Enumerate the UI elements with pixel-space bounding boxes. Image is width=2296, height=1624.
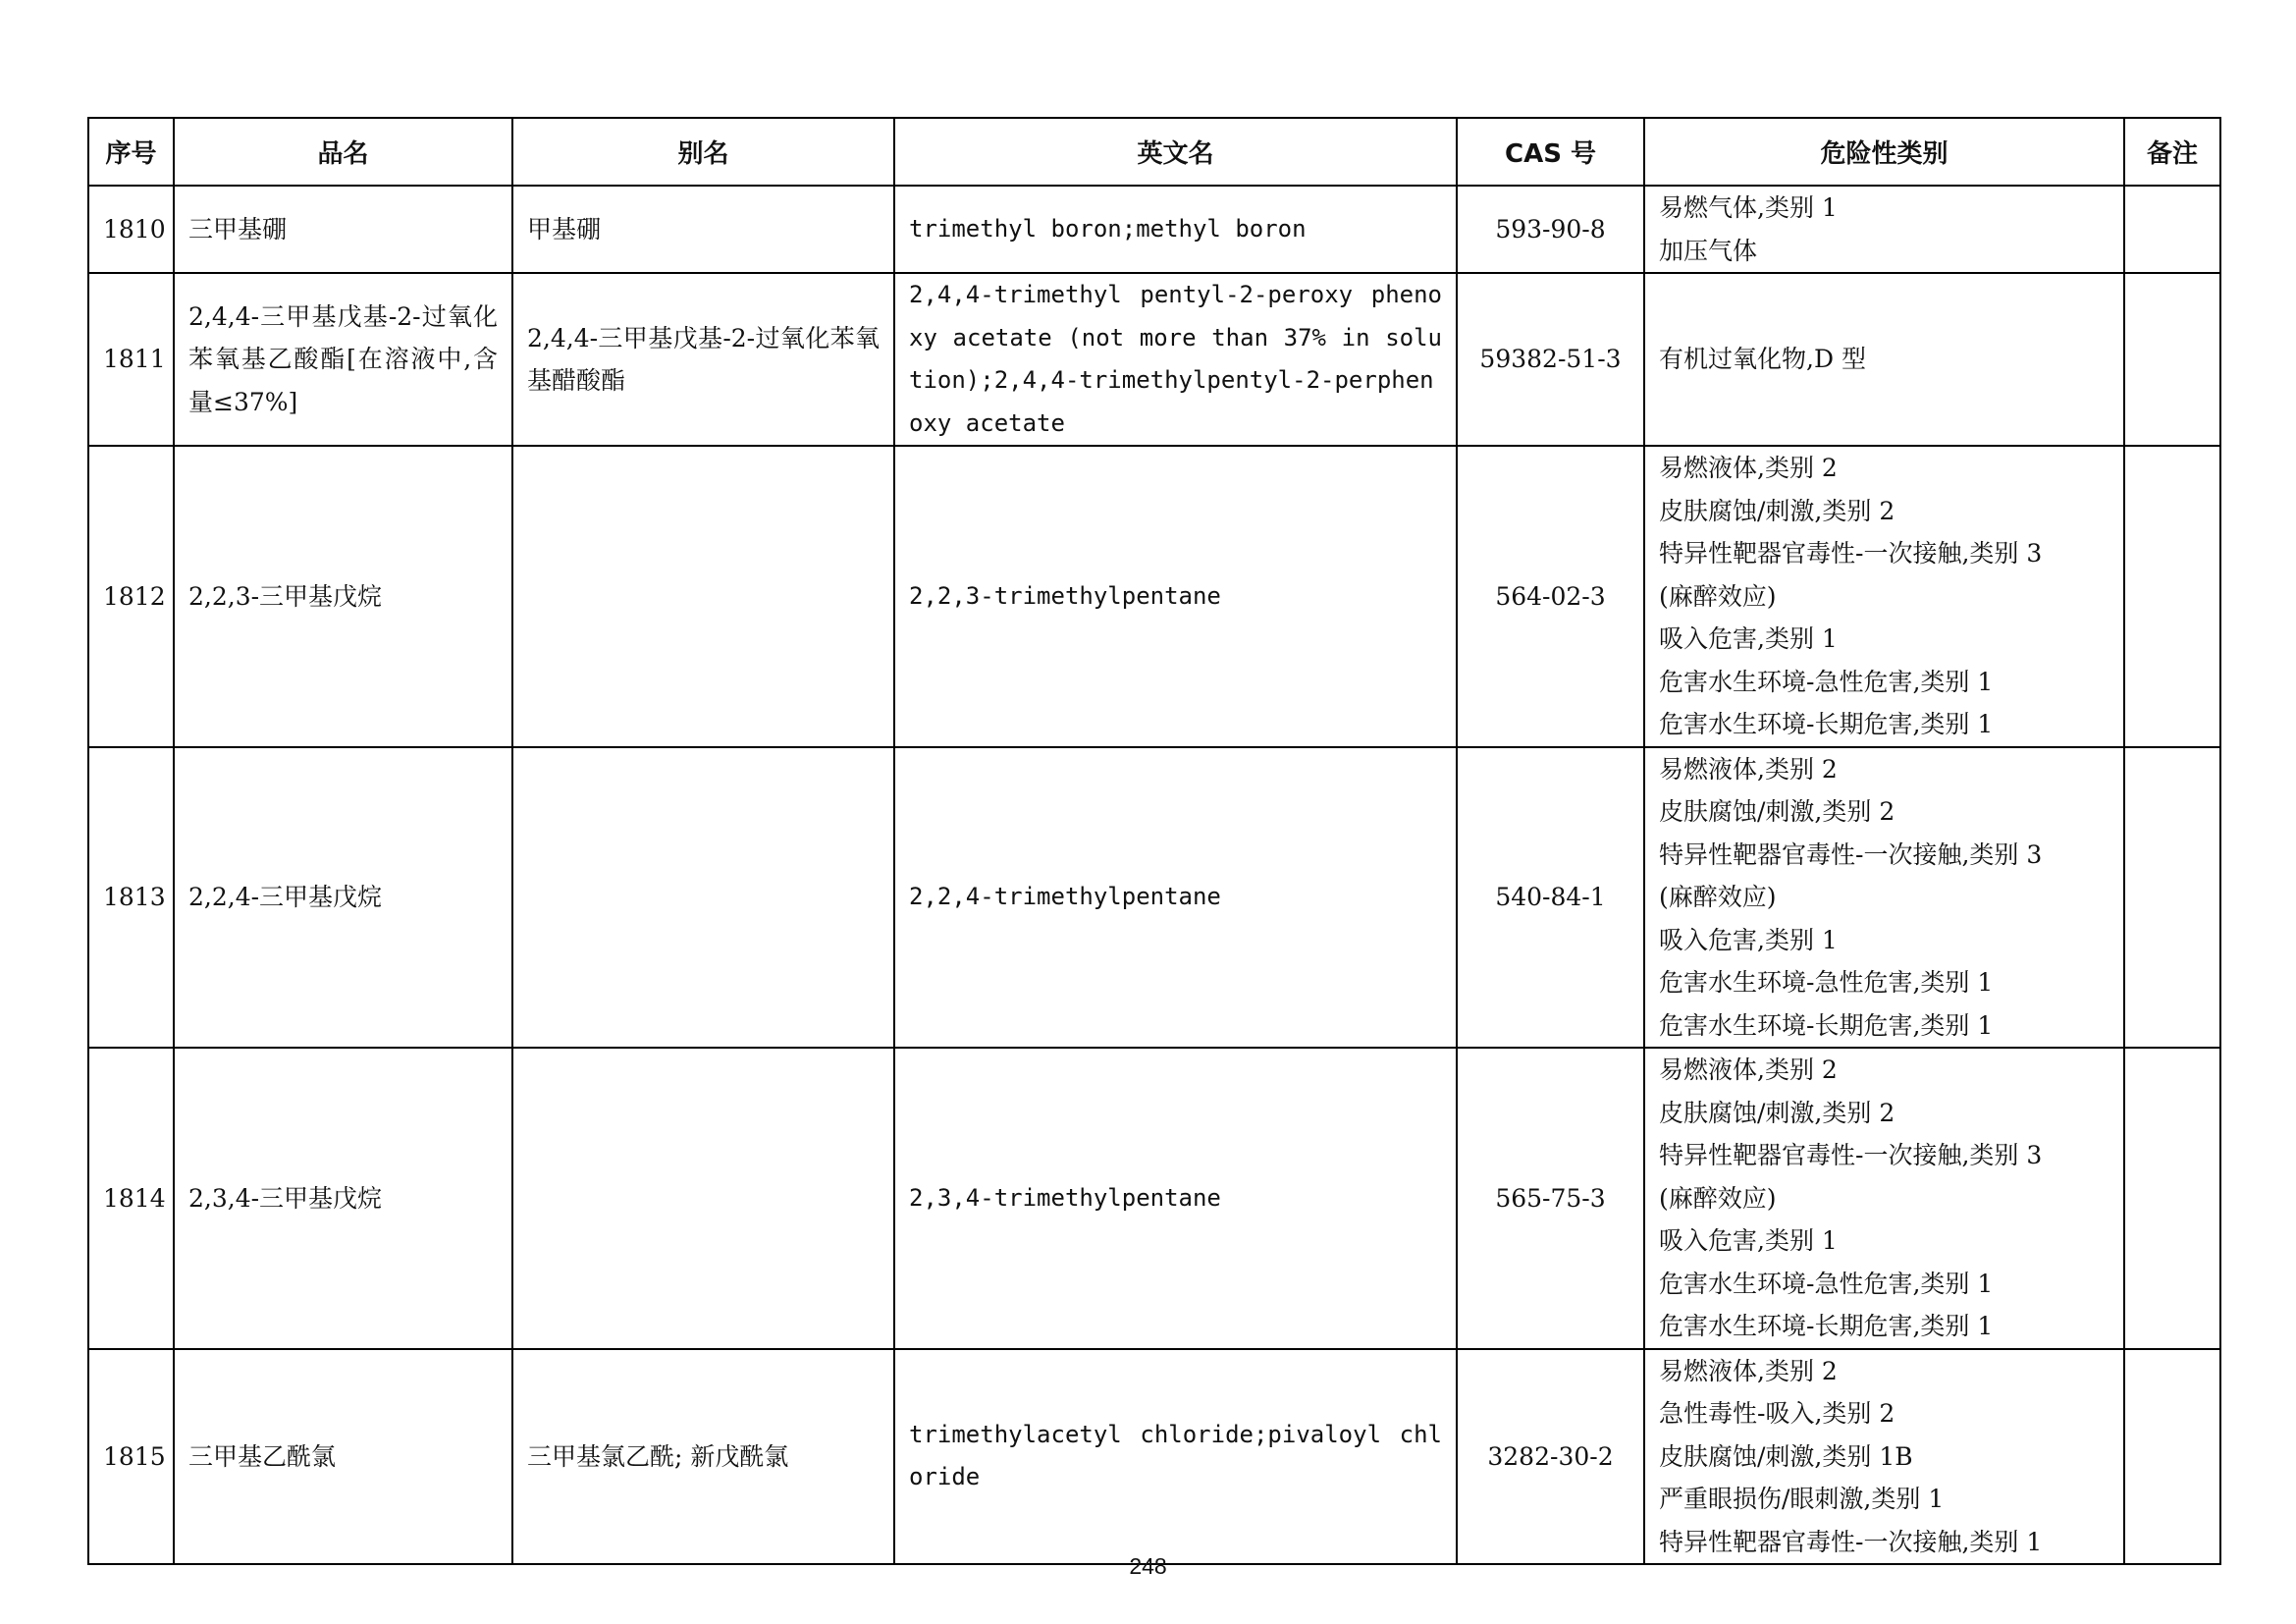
hazard-item: 吸入危害,类别 1 xyxy=(1659,624,1838,653)
cas-text: 564-02-3 xyxy=(1495,581,1606,611)
cell-alias xyxy=(512,1048,894,1349)
hazard-item: 危害水生环境-长期危害,类别 1 xyxy=(1659,1312,1994,1340)
hazard-item: 危害水生环境-急性危害,类别 1 xyxy=(1659,667,1994,696)
cell-note xyxy=(2124,747,2220,1049)
hazard-list xyxy=(1645,187,2123,272)
header-name: 品名 xyxy=(174,118,512,186)
cell-hazard xyxy=(1644,273,2124,446)
hazard-item: 易燃液体,类别 2 xyxy=(1659,454,1838,482)
cell-note xyxy=(2124,1349,2220,1565)
cell-seq xyxy=(88,747,174,1049)
cas-text: 565-75-3 xyxy=(1495,1183,1606,1213)
cell-seq xyxy=(88,273,174,446)
hazard-item: 急性毒性-吸入,类别 2 xyxy=(1659,1399,1896,1428)
name-text: 2,3,4-三甲基戊烷 xyxy=(188,1183,383,1213)
hazard-item: 吸入危害,类别 1 xyxy=(1659,925,1838,954)
seq-text: 1811 xyxy=(103,345,166,374)
alias-text: 甲基硼 xyxy=(527,214,602,244)
cell-english xyxy=(894,1349,1457,1565)
name-text: 三甲基乙酰氯 xyxy=(188,1441,337,1471)
hazard-item: 皮肤腐蚀/刺激,类别 2 xyxy=(1659,797,1896,826)
table-row xyxy=(88,186,2220,273)
cell-cas xyxy=(1457,273,1644,446)
english-text: trimethylacetyl chloride;pivaloyl chloride xyxy=(909,1420,1442,1491)
cell-cas xyxy=(1457,1048,1644,1349)
hazard-list xyxy=(1645,748,2123,1048)
table-body xyxy=(88,186,2220,1564)
seq-text: 1814 xyxy=(103,1183,166,1213)
page-number: 248 xyxy=(1129,1553,1167,1579)
hazard-item: 皮肤腐蚀/刺激,类别 1B xyxy=(1659,1441,1913,1471)
english-text: trimethyl boron;methyl boron xyxy=(909,214,1307,243)
cell-hazard xyxy=(1644,1048,2124,1349)
hazardous-chemicals-table xyxy=(87,117,2221,1565)
cell-cas xyxy=(1457,186,1644,273)
alias-text: 2,4,4-三甲基戊基-2-过氧化苯氧基醋酸酯 xyxy=(527,323,880,395)
english-text: 2,2,3-trimethylpentane xyxy=(909,581,1221,610)
hazard-item: 特异性靶器官毒性-一次接触,类别 3 xyxy=(1659,1141,2043,1169)
header-english: 英文名 xyxy=(894,118,1457,186)
cell-alias xyxy=(512,446,894,747)
header-alias: 别名 xyxy=(512,118,894,186)
hazard-item: 易燃气体,类别 1 xyxy=(1659,193,1838,222)
cas-text: 593-90-8 xyxy=(1495,214,1606,244)
hazard-item: (麻醉效应) xyxy=(1659,883,1777,911)
hazard-item: 特异性靶器官毒性-一次接触,类别 3 xyxy=(1659,539,2043,568)
hazard-item: 吸入危害,类别 1 xyxy=(1659,1226,1838,1255)
cell-hazard xyxy=(1644,747,2124,1049)
seq-text: 1812 xyxy=(103,581,166,611)
cell-alias xyxy=(512,1349,894,1565)
name-text: 三甲基硼 xyxy=(188,214,288,244)
hazard-item: 皮肤腐蚀/刺激,类别 2 xyxy=(1659,496,1896,525)
hazard-item: (麻醉效应) xyxy=(1659,581,1777,611)
hazard-item: 易燃液体,类别 2 xyxy=(1659,1356,1838,1385)
cell-english xyxy=(894,1048,1457,1349)
cell-seq xyxy=(88,186,174,273)
cell-alias xyxy=(512,273,894,446)
hazard-list xyxy=(1645,447,2123,746)
cas-text: 540-84-1 xyxy=(1495,883,1606,911)
cell-name xyxy=(174,1349,512,1565)
cell-note xyxy=(2124,1048,2220,1349)
cell-cas xyxy=(1457,1349,1644,1565)
hazard-item: 易燃液体,类别 2 xyxy=(1659,754,1838,784)
table-row xyxy=(88,1048,2220,1349)
hazard-item: 皮肤腐蚀/刺激,类别 2 xyxy=(1659,1098,1896,1127)
cell-name xyxy=(174,273,512,446)
cell-note xyxy=(2124,446,2220,747)
cell-note xyxy=(2124,273,2220,446)
cell-cas xyxy=(1457,747,1644,1049)
hazard-list xyxy=(1645,338,2123,381)
cell-note xyxy=(2124,186,2220,273)
cell-cas xyxy=(1457,446,1644,747)
cell-name xyxy=(174,747,512,1049)
hazard-item: 易燃液体,类别 2 xyxy=(1659,1056,1838,1084)
english-text: 2,3,4-trimethylpentane xyxy=(909,1183,1221,1212)
alias-text: 三甲基氯乙酰; 新戊酰氯 xyxy=(527,1441,789,1471)
table-row xyxy=(88,1349,2220,1565)
cell-english xyxy=(894,446,1457,747)
cas-text: 3282-30-2 xyxy=(1487,1441,1614,1471)
name-text: 2,2,4-三甲基戊烷 xyxy=(188,883,383,911)
seq-text: 1815 xyxy=(103,1441,166,1471)
hazard-item: 加压气体 xyxy=(1659,236,1758,265)
cell-alias xyxy=(512,747,894,1049)
cell-seq xyxy=(88,446,174,747)
hazard-item: 危害水生环境-急性危害,类别 1 xyxy=(1659,968,1994,997)
cell-hazard xyxy=(1644,1349,2124,1565)
table-row xyxy=(88,273,2220,446)
hazard-item: 危害水生环境-长期危害,类别 1 xyxy=(1659,710,1994,738)
table-row xyxy=(88,747,2220,1049)
english-text: 2,4,4-trimethyl pentyl-2-peroxy phenoxy acetate (not more than 37% in solution);2,4,4-trimethylpentyl-2-perphenoxy acetate xyxy=(909,281,1442,437)
header-note: 备注 xyxy=(2124,118,2220,186)
cas-text: 59382-51-3 xyxy=(1479,345,1622,374)
cell-seq xyxy=(88,1048,174,1349)
hazard-item: (麻醉效应) xyxy=(1659,1183,1777,1213)
cell-name xyxy=(174,446,512,747)
hazard-item: 危害水生环境-长期危害,类别 1 xyxy=(1659,1010,1994,1040)
hazard-item: 特异性靶器官毒性-一次接触,类别 3 xyxy=(1659,839,2043,869)
hazard-item: 特异性靶器官毒性-一次接触,类别 1 xyxy=(1659,1527,2043,1556)
hazard-item: 严重眼损伤/眼刺激,类别 1 xyxy=(1659,1485,1945,1513)
name-text: 2,2,3-三甲基戊烷 xyxy=(188,581,383,611)
header-row xyxy=(88,118,2220,186)
cell-name xyxy=(174,186,512,273)
cell-english xyxy=(894,186,1457,273)
cell-seq xyxy=(88,1349,174,1565)
header-seq: 序号 xyxy=(88,118,174,186)
seq-text: 1813 xyxy=(103,883,166,911)
header-cas: CAS 号 xyxy=(1457,118,1644,186)
cell-english xyxy=(894,273,1457,446)
hazard-item: 危害水生环境-急性危害,类别 1 xyxy=(1659,1269,1994,1298)
english-text: 2,2,4-trimethylpentane xyxy=(909,883,1221,910)
table-row xyxy=(88,446,2220,747)
cell-alias xyxy=(512,186,894,273)
hazard-list xyxy=(1645,1350,2123,1564)
cell-english xyxy=(894,747,1457,1049)
cell-hazard xyxy=(1644,186,2124,273)
hazard-item: 有机过氧化物,D 型 xyxy=(1659,345,1866,374)
name-text: 2,4,4-三甲基戊基-2-过氧化苯氧基乙酸酯[在溶液中,含量≤37%] xyxy=(188,301,498,416)
cell-name xyxy=(174,1048,512,1349)
cell-hazard xyxy=(1644,446,2124,747)
header-hazard: 危险性类别 xyxy=(1644,118,2124,186)
hazard-list xyxy=(1645,1049,2123,1348)
seq-text: 1810 xyxy=(103,214,166,244)
